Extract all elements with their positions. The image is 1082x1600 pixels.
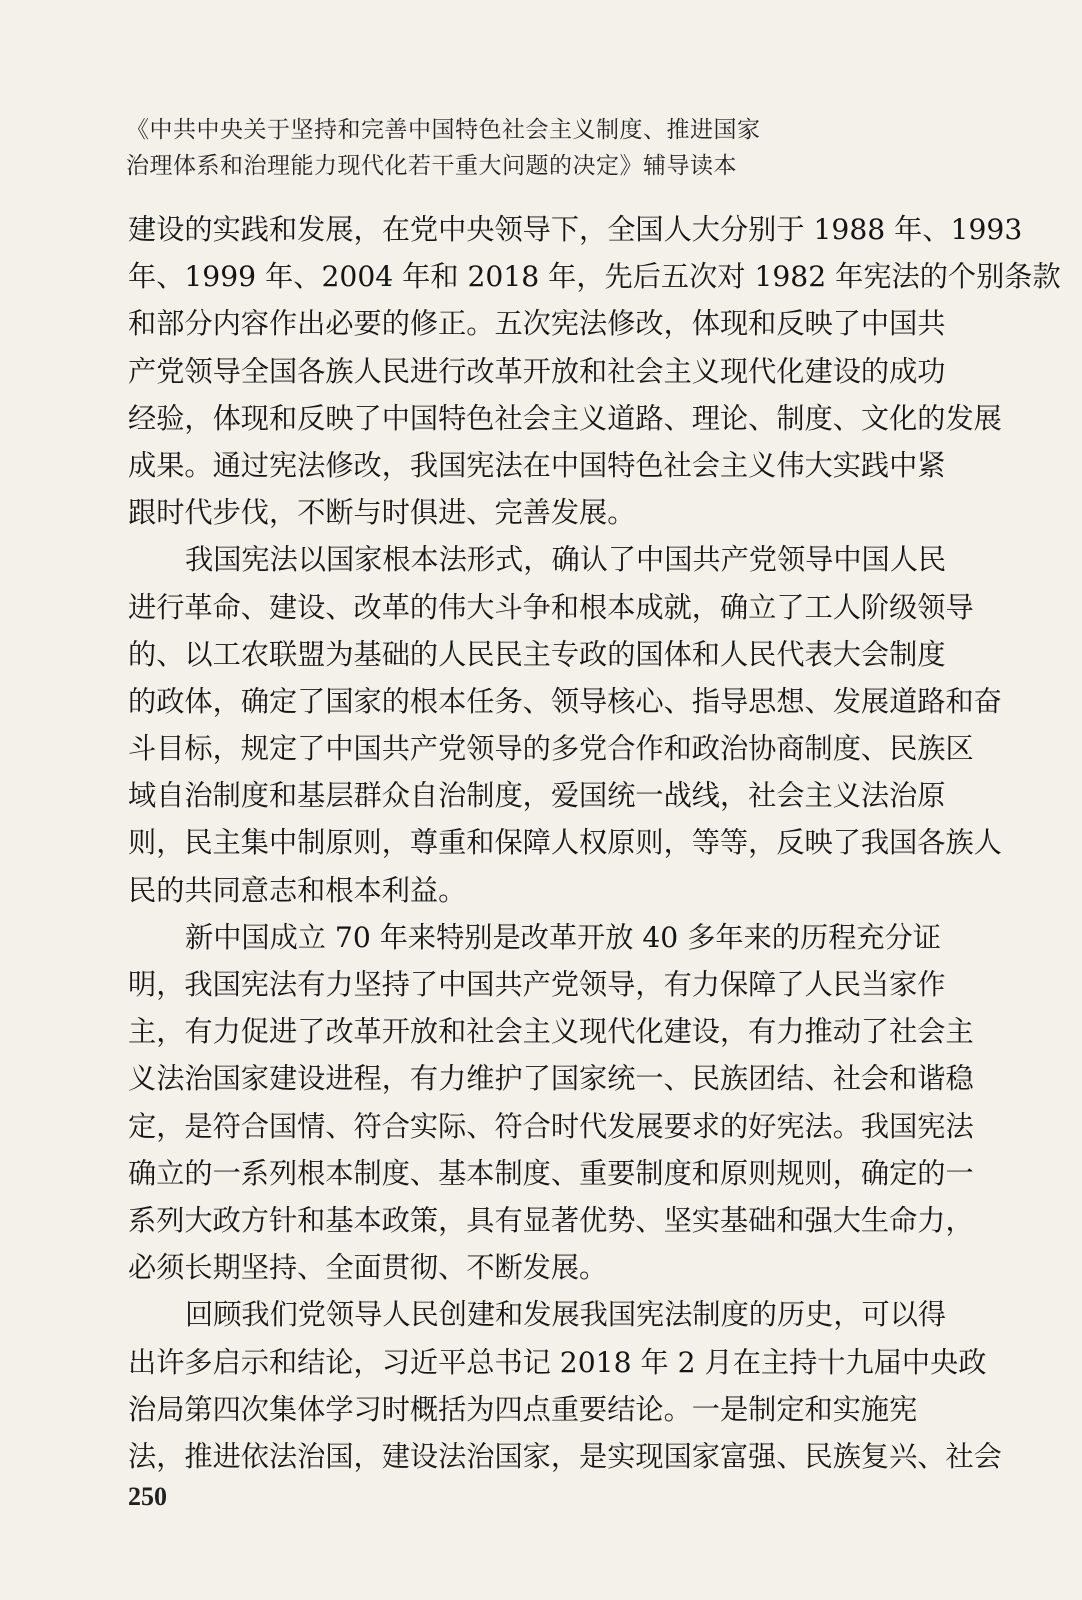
- text-line: 治局第四次集体学习时概括为四点重要结论。一是制定和实施宪: [128, 1392, 918, 1426]
- text-line: 出许多启示和结论，习近平总书记 2018 年 2 月在主持十九届中央政: [128, 1345, 987, 1379]
- text-line: 民的共同意志和根本利益。: [128, 873, 467, 907]
- text-line: 域自治制度和基层群众自治制度，爱国统一战线，社会主义法治原: [128, 779, 946, 813]
- text-line: 产党领导全国各族人民进行改革开放和社会主义现代化建设的成功: [128, 354, 946, 388]
- text-line: 和部分内容作出必要的修正。五次宪法修改，体现和反映了中国共: [128, 307, 946, 341]
- text-line: 建设的实践和发展，在党中央领导下，全国人大分别于 1988 年、1993: [128, 213, 1023, 246]
- text-line: 的政体，确定了国家的根本任务、领导核心、指导思想、发展道路和奋: [128, 684, 1002, 718]
- body-text: [128, 206, 1061, 1480]
- running-head-line-1: 《中共中央关于坚持和完善中国特色社会主义制度、推进国家: [126, 117, 761, 143]
- text-line: 斗目标，规定了中国共产党领导的多党合作和政治协商制度、民族区: [128, 732, 974, 766]
- text-line: 进行革命、建设、改革的伟大斗争和根本成就，确立了工人阶级领导: [128, 590, 974, 624]
- text-line: 定，是符合国情、符合实际、符合时代发展要求的好宪法。我国宪法: [128, 1109, 974, 1143]
- text-line: 义法治国家建设进程，有力维护了国家统一、民族团结、社会和谐稳: [128, 1062, 974, 1096]
- text-line: 回顾我们党领导人民创建和发展我国宪法制度的历史，可以得: [185, 1298, 947, 1332]
- page-number: 250: [128, 1482, 167, 1511]
- text-line: 年、1999 年、2004 年和 2018 年，先后五次对 1982 年宪法的个别条款: [128, 260, 1061, 294]
- text-line: 主，有力促进了改革开放和社会主义现代化建设，有力推动了社会主: [128, 1015, 974, 1049]
- text-line: 跟时代步伐，不断与时俱进、完善发展。: [128, 496, 636, 530]
- text-line: 系列大政方针和基本政策，具有显著优势、坚实基础和强大生命力，: [128, 1203, 974, 1237]
- text-line: 经验，体现和反映了中国特色社会主义道路、理论、制度、文化的发展: [128, 401, 1002, 435]
- text-line: 的、以工农联盟为基础的人民民主专政的国体和人民代表大会制度: [128, 637, 946, 671]
- text-line: 则，民主集中制原则，尊重和保障人权原则，等等，反映了我国各族人: [128, 826, 1002, 860]
- running-head: [126, 112, 946, 184]
- text-line: 确立的一系列根本制度、基本制度、重要制度和原则规则，确定的一: [128, 1156, 974, 1190]
- text-line: 明，我国宪法有力坚持了中国共产党领导，有力保障了人民当家作: [128, 968, 946, 1001]
- text-line: 成果。通过宪法修改，我国宪法在中国特色社会主义伟大实践中紧: [128, 448, 946, 482]
- text-line: 必须长期坚持、全面贯彻、不断发展。: [128, 1251, 608, 1285]
- text-line: 新中国成立 70 年来特别是改革开放 40 多年来的历程充分证: [185, 920, 941, 954]
- text-line: 我国宪法以国家根本法形式，确认了中国共产党领导中国人民: [185, 543, 947, 577]
- text-line: 法，推进依法治国，建设法治国家，是实现国家富强、民族复兴、社会: [128, 1439, 1002, 1473]
- running-head-line-2: 治理体系和治理能力现代化若干重大问题的决定》辅导读本: [126, 153, 737, 179]
